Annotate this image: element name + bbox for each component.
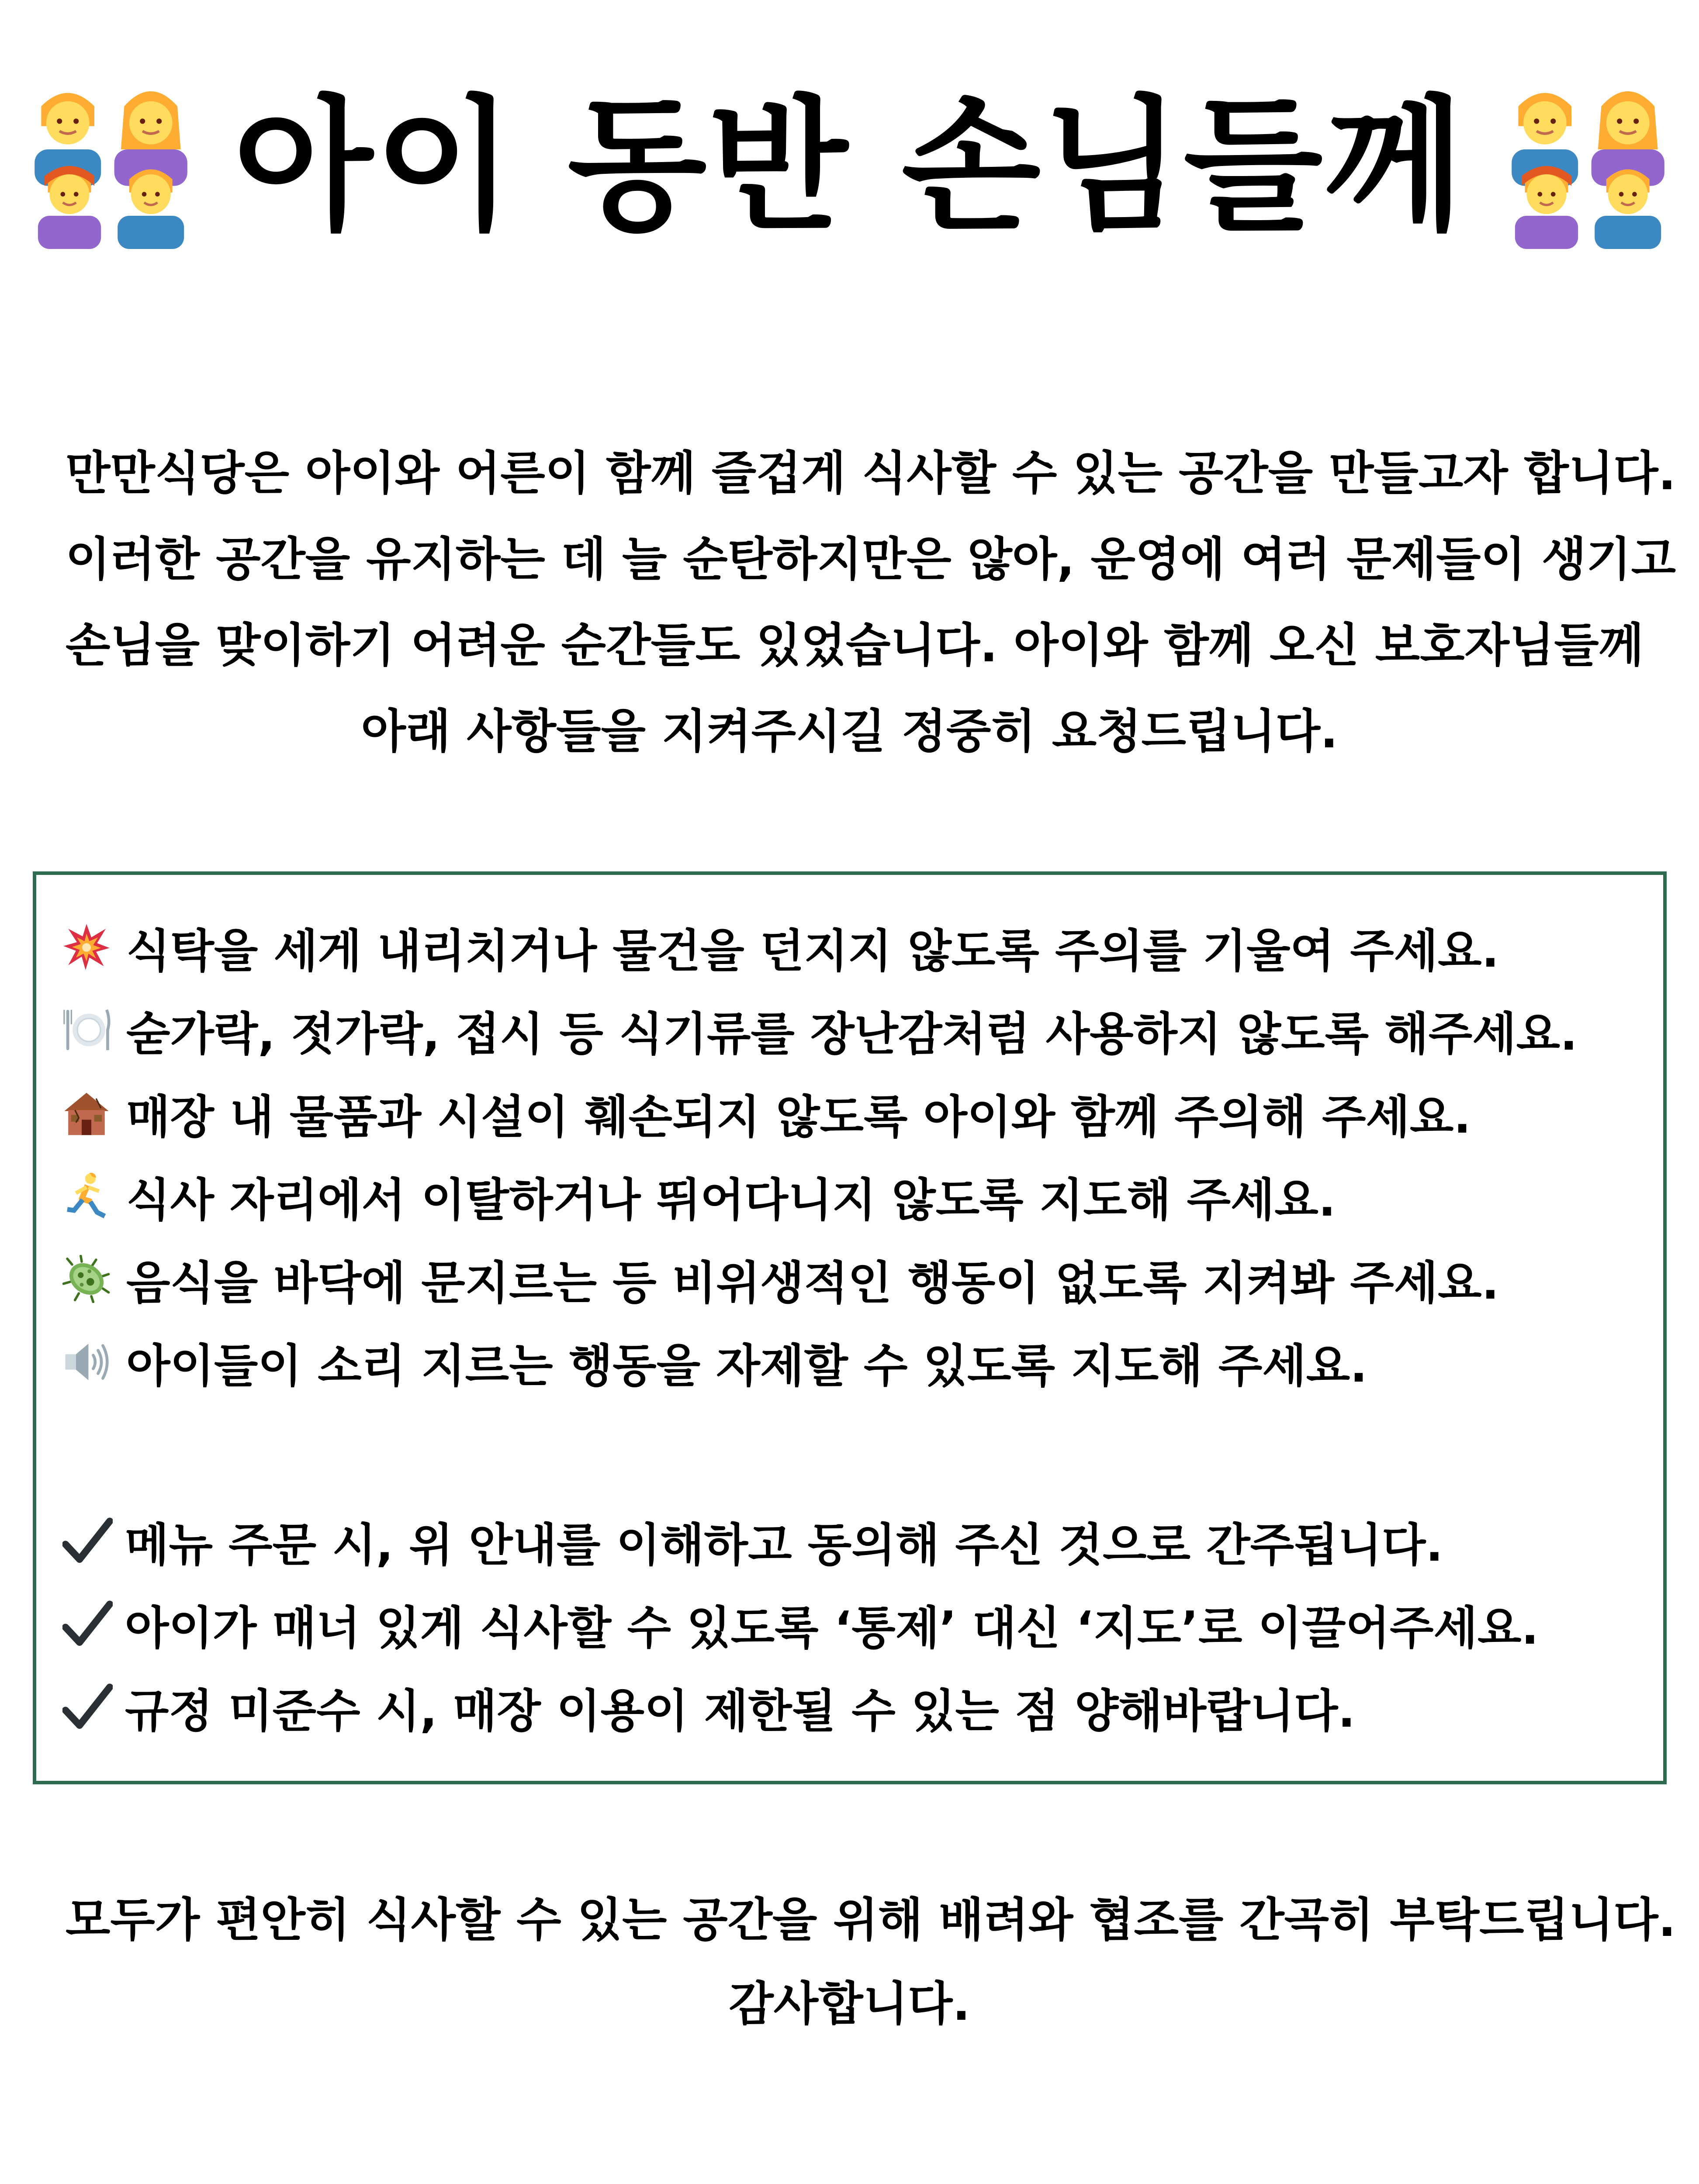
closing-paragraph bbox=[66, 1878, 1676, 2046]
fork-knife-plate-icon bbox=[62, 1006, 111, 1054]
rule-item bbox=[62, 1237, 1578, 1320]
note-list bbox=[62, 1500, 1539, 1749]
rule-text: 매장 내 물품과 시설이 훼손되지 않도록 아이와 함께 주의해 주세요. bbox=[126, 1090, 1471, 1144]
check-mark-icon bbox=[62, 1516, 113, 1566]
running-person-icon bbox=[62, 1172, 111, 1220]
page-title: 아이 동반 손님들께 bbox=[233, 82, 1466, 250]
check-mark-icon bbox=[62, 1599, 113, 1649]
note-item bbox=[62, 1583, 1539, 1666]
title-row bbox=[0, 74, 1699, 258]
microbe-icon bbox=[62, 1255, 111, 1303]
intro-line: 아래 사항들을 지켜주시길 정중히 요청드립니다. bbox=[361, 705, 1338, 758]
closing-line: 감사합니다. bbox=[729, 1977, 970, 2031]
rule-item bbox=[62, 1154, 1578, 1237]
closing-line: 모두가 편안히 식사할 수 있는 공간을 위해 배려와 협조를 간곡히 부탁드립니다. bbox=[66, 1893, 1676, 1947]
rule-text: 식탁을 세게 내리치거나 물건을 던지지 않도록 주의를 기울여 주세요. bbox=[126, 924, 1499, 978]
rules-box bbox=[33, 871, 1667, 1784]
rule-text: 식사 자리에서 이탈하거나 뛰어다니지 않도록 지도해 주세요. bbox=[126, 1173, 1336, 1227]
rule-item bbox=[62, 988, 1578, 1071]
note-item bbox=[62, 1666, 1539, 1749]
rule-item bbox=[62, 905, 1578, 988]
derelict-house-icon bbox=[62, 1089, 111, 1137]
family-icon bbox=[1505, 83, 1671, 249]
collision-icon bbox=[62, 923, 111, 971]
intro-paragraph bbox=[66, 430, 1676, 774]
note-text: 메뉴 주문 시, 위 안내를 이해하고 동의해 주신 것으로 간주됩니다. bbox=[125, 1518, 1443, 1572]
check-mark-icon bbox=[62, 1682, 113, 1732]
note-text: 아이가 매너 있게 식사할 수 있도록 ‘통제’ 대신 ‘지도’로 이끌어주세요. bbox=[125, 1601, 1539, 1655]
intro-line: 만만식당은 아이와 어른이 함께 즐겁게 식사할 수 있는 공간을 만들고자 합니다. bbox=[66, 446, 1676, 500]
rule-list bbox=[62, 905, 1578, 1403]
speaker-loud-icon bbox=[62, 1338, 111, 1386]
intro-line: 이러한 공간을 유지하는 데 늘 순탄하지만은 않아, 운영에 여러 문제들이 생기고 bbox=[66, 532, 1676, 586]
family-icon bbox=[28, 83, 194, 249]
rule-item bbox=[62, 1320, 1578, 1403]
rule-item bbox=[62, 1071, 1578, 1154]
note-text: 규정 미준수 시, 매장 이용이 제한될 수 있는 점 양해바랍니다. bbox=[125, 1684, 1356, 1738]
rule-text: 아이들이 소리 지르는 행동을 자제할 수 있도록 지도해 주세요. bbox=[126, 1339, 1367, 1393]
rule-text: 음식을 바닥에 문지르는 등 비위생적인 행동이 없도록 지켜봐 주세요. bbox=[126, 1256, 1499, 1310]
intro-line: 손님을 맞이하기 어려운 순간들도 있었습니다. 아이와 함께 오신 보호자님들께 bbox=[66, 619, 1644, 672]
rule-text: 숟가락, 젓가락, 접시 등 식기류를 장난감처럼 사용하지 않도록 해주세요. bbox=[126, 1007, 1578, 1061]
note-item bbox=[62, 1500, 1539, 1583]
